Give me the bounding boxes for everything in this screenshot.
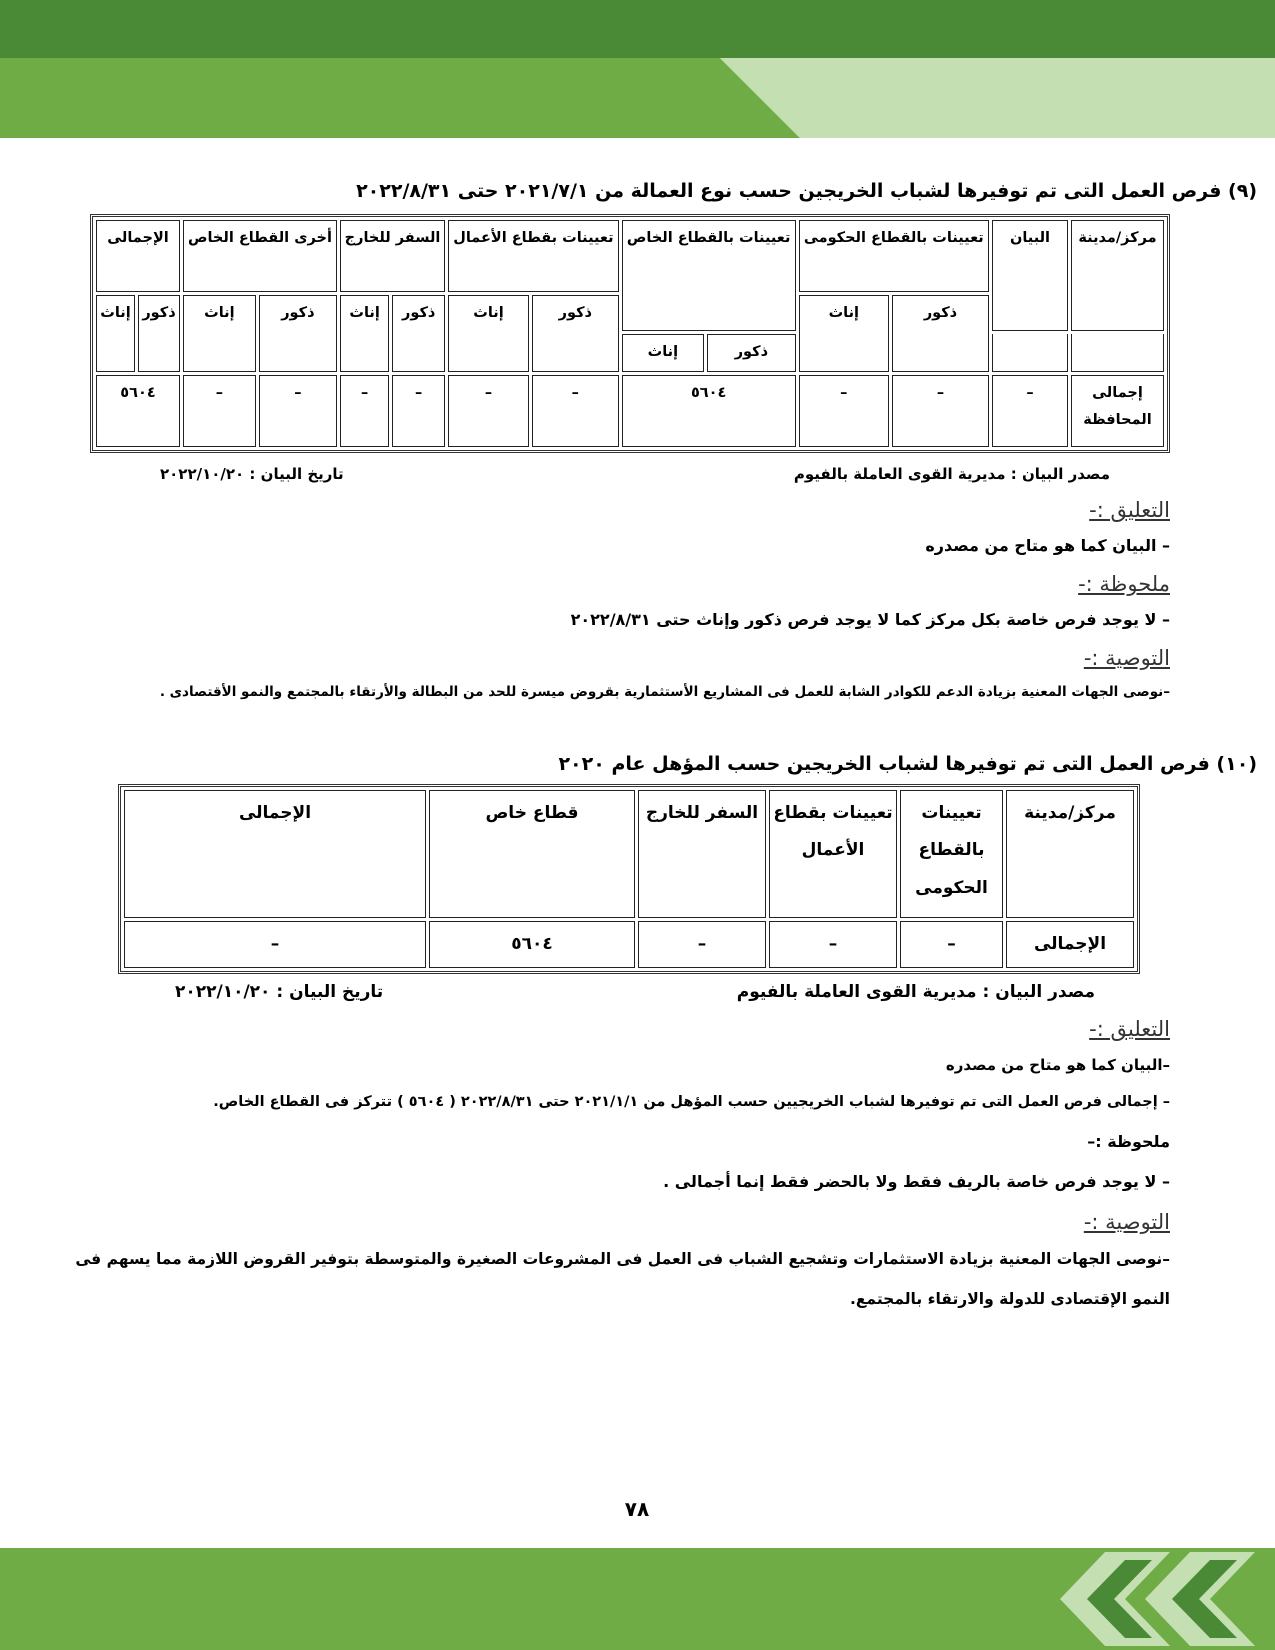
header-decoration [0, 58, 1275, 138]
t9-gov-female: إناث [799, 295, 889, 372]
footer-decoration [0, 1548, 1275, 1650]
t9-business-male: ذكور [532, 295, 619, 372]
t9-total-female: إناث [96, 295, 135, 372]
t9-note-1: – لا يوجد فرص خاصة بكل مركز كما لا يوجد فرص ذكور وإناث حتى ٢٠٢٢/٨/٣١ [570, 610, 1170, 629]
page-number: ٧٨ [624, 1497, 650, 1521]
t9-row-label: إجمالى المحافظة [1071, 375, 1164, 447]
table-9-heading: (٩) فرص العمل التى تم توفيرها لشباب الخريجين حسب نوع العمالة من ٢٠٢١/٧/١ حتى ٢٠٢٢/٨/٣١ [356, 180, 1257, 202]
t10-row-total: – [124, 921, 426, 968]
t10-source: مصدر البيان : مديرية القوى العاملة بالفيوم [736, 982, 1095, 1002]
table-10 [118, 784, 1140, 974]
t9-date: تاريخ البيان : ٢٠٢٢/١٠/٢٠ [160, 465, 344, 483]
t9-rec-1: –نوصى الجهات المعنية بزيادة الدعم للكوادر الشابة للعمل فى المشاريع الأستثمارية بقروض ميسرة للحد من البطالة والأرتقاء بالمجتمع والنمو الأقتصادى . [159, 684, 1170, 700]
t9-source: مصدر البيان : مديرية القوى العاملة بالفيوم [793, 465, 1110, 483]
t9-row-gov-male: – [892, 375, 989, 447]
t10-rec-1: –نوصى الجهات المعنية بزيادة الاستثمارات وتشجيع الشباب فى العمل فى المشروعات الصغيرة والمتوسطة بتوفير القروض اللازمة مما يسهم فى [75, 1250, 1170, 1268]
t9-rec-label: التوصية :- [1083, 646, 1170, 670]
t10-row-business: – [769, 921, 897, 968]
t9-row-statement: – [992, 375, 1068, 447]
t9-col-business: تعيينات بقطاع الأعمال [448, 220, 619, 292]
t9-other-male: ذكور [259, 295, 337, 372]
t9-col-center: مركز/مدينة [1071, 220, 1164, 331]
t9-center-spacer [1071, 334, 1164, 372]
t9-col-statement: البيان [992, 220, 1068, 331]
t9-row-gov-female: – [799, 375, 889, 447]
t9-travel-female: إناث [340, 295, 389, 372]
t10-rec-2: النمو الإقتصادى للدولة والارتقاء بالمجتمع. [849, 1290, 1170, 1308]
t9-private-male: ذكور [707, 334, 796, 372]
t9-col-private: تعيينات بالقطاع الخاص [622, 220, 796, 331]
t10-rec-label: التوصية :- [1083, 1210, 1170, 1234]
t9-row-travel-female: – [340, 375, 389, 447]
t9-row-other-female: – [183, 375, 256, 447]
t9-row-other-male: – [259, 375, 337, 447]
t10-date: تاريخ البيان : ٢٠٢٢/١٠/٢٠ [175, 982, 384, 1002]
table-row [96, 375, 1164, 447]
table-10-heading: (١٠) فرص العمل التى تم توفيرها لشباب الخريجين حسب المؤهل عام ٢٠٢٠ [558, 753, 1257, 775]
t9-total-male: ذكور [138, 295, 180, 372]
t10-col-center: مركز/مدينة [1006, 790, 1134, 918]
table-row [124, 921, 1134, 968]
t10-row-gov: – [900, 921, 1003, 968]
t9-row-business-male: – [532, 375, 619, 447]
t10-col-gov: تعيينات بالقطاع الحكومى [900, 790, 1003, 918]
t9-comment-1: – البيان كما هو متاح من مصدره [925, 536, 1170, 555]
t9-statement-spacer [992, 334, 1068, 372]
t9-business-female: إناث [448, 295, 529, 372]
t10-comment-label: التعليق :- [1089, 1017, 1170, 1041]
t10-row-label: الإجمالى [1006, 921, 1134, 968]
t10-col-travel: السفر للخارج [638, 790, 766, 918]
t9-col-total: الإجمالى [96, 220, 180, 292]
header-band [0, 0, 1275, 58]
t9-col-gov: تعيينات بالقطاع الحكومى [799, 220, 989, 292]
t9-row-total: ٥٦٠٤ [96, 375, 180, 447]
t9-col-other: أخرى القطاع الخاص [183, 220, 337, 292]
t9-other-female: إناث [183, 295, 256, 372]
t10-comment-1: –البيان كما هو متاح من مصدره [945, 1056, 1170, 1074]
t10-note-label: ملحوظة :– [1087, 1132, 1170, 1151]
t10-col-business: تعيينات بقطاع الأعمال [769, 790, 897, 918]
t10-row-private: ٥٦٠٤ [429, 921, 635, 968]
t9-travel-male: ذكور [392, 295, 445, 372]
t9-comment-label: التعليق :- [1089, 498, 1170, 522]
t9-row-travel-male: – [392, 375, 445, 447]
t10-col-total: الإجمالى [124, 790, 426, 918]
table-9 [90, 214, 1170, 453]
t9-private-female: إناث [622, 334, 704, 372]
t9-col-travel: السفر للخارج [340, 220, 445, 292]
t9-note-label: ملحوظة :- [1078, 572, 1170, 596]
t10-col-private: قطاع خاص [429, 790, 635, 918]
t9-row-private-total: ٥٦٠٤ [622, 375, 796, 447]
t9-gov-male: ذكور [892, 295, 989, 372]
t10-comment-2: – إجمالى فرص العمل التى تم توفيرها لشباب الخريجيين حسب المؤهل من ٢٠٢١/١/١ حتى ٢٠٢٢/٨/٣١ ( ٥٦٠٤ ) تتركز فى القطاع الخاص. [213, 1094, 1170, 1110]
t10-row-travel: – [638, 921, 766, 968]
t9-row-business-female: – [448, 375, 529, 447]
t10-note-1: – لا يوجد فرص خاصة بالريف فقط ولا بالحضر فقط إنما أجمالى . [663, 1172, 1170, 1191]
